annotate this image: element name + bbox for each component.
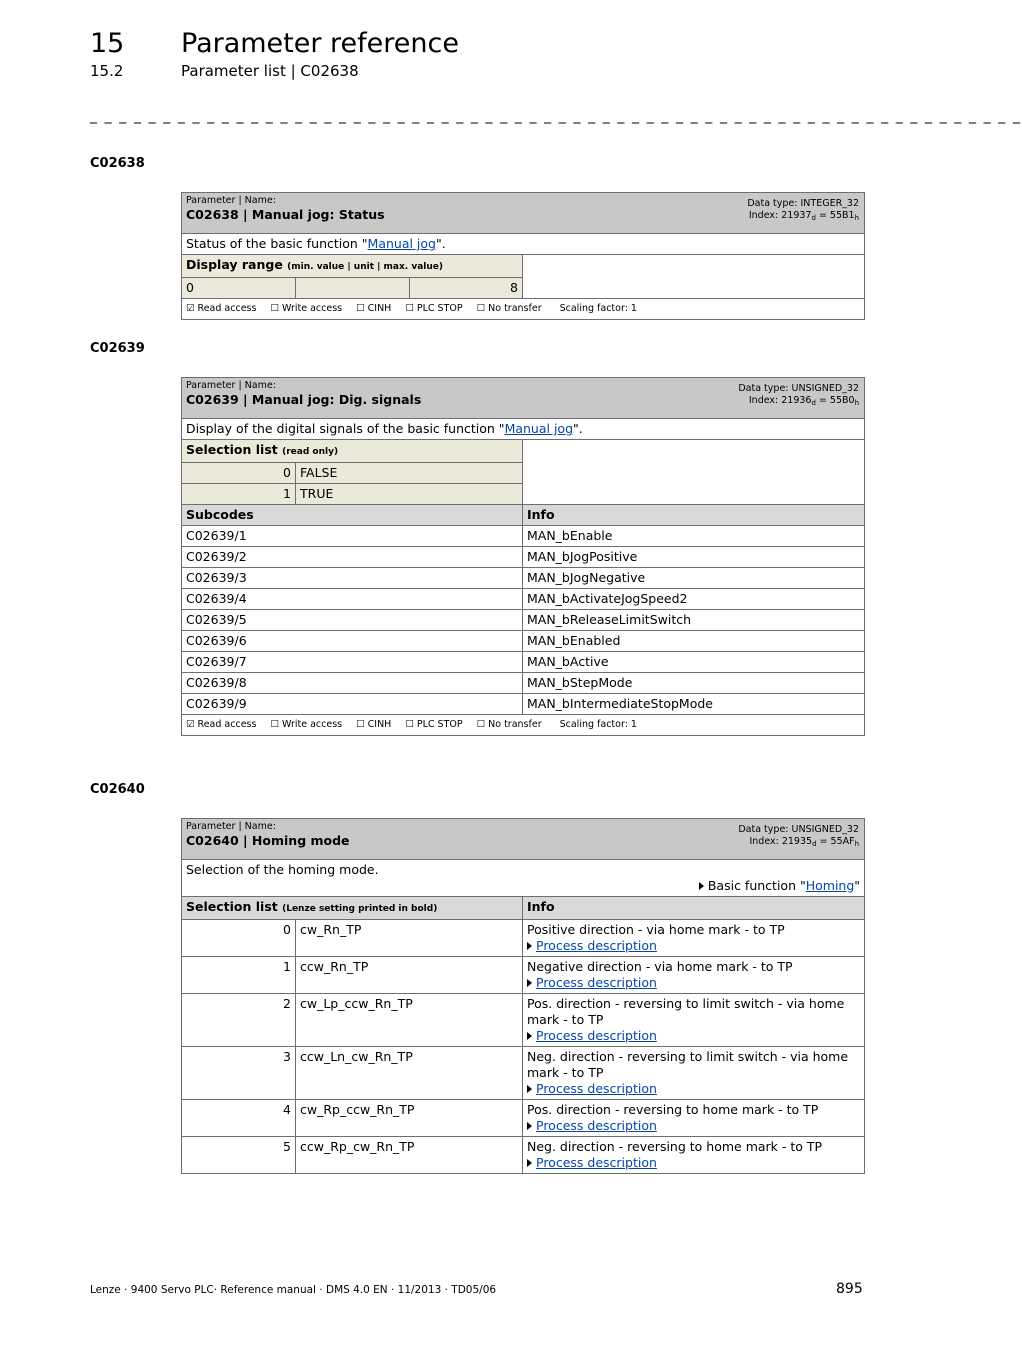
selection-list-header: Selection list (Lenze setting printed in bold) <box>182 897 523 920</box>
selection-value: 0 <box>182 463 296 484</box>
subcode: C02639/2 <box>182 547 523 568</box>
table-row <box>182 1100 865 1137</box>
selection-label: FALSE <box>296 463 523 484</box>
param-header <box>182 819 865 860</box>
table-row <box>182 568 865 589</box>
subcode: C02639/7 <box>182 652 523 673</box>
subcode-info: MAN_bJogNegative <box>523 568 865 589</box>
subcode: C02639/4 <box>182 589 523 610</box>
param-header <box>182 193 865 234</box>
process-description-link[interactable]: Process description <box>536 1028 657 1043</box>
arrow-right-icon <box>699 882 704 890</box>
selection-value: 1 <box>182 957 296 994</box>
selection-value: 5 <box>182 1137 296 1174</box>
subcode-info: MAN_bActivateJogSpeed2 <box>523 589 865 610</box>
selection-info: Pos. direction - reversing to home mark - to TP Process description <box>523 1100 865 1137</box>
subcode-info: MAN_bReleaseLimitSwitch <box>523 610 865 631</box>
selection-value: 3 <box>182 1047 296 1100</box>
param-table-c02640 <box>181 818 865 1174</box>
process-description-link[interactable]: Process description <box>536 938 657 953</box>
section-number: 15.2 <box>90 62 124 80</box>
param-table-c02638 <box>181 192 865 320</box>
process-description-link[interactable]: Process description <box>536 1155 657 1170</box>
subcode-info: MAN_bJogPositive <box>523 547 865 568</box>
param-heading-c02640: C02640 <box>90 782 145 797</box>
param-description: Selection of the homing mode. Basic function "Homing" <box>182 860 865 897</box>
selection-list-header: Selection list (read only) <box>182 440 523 463</box>
homing-link[interactable]: Homing <box>805 878 855 893</box>
selection-info: Neg. direction - reversing to home mark - to TP Process description <box>523 1137 865 1174</box>
selection-label: TRUE <box>296 484 523 505</box>
arrow-right-icon <box>527 1122 532 1130</box>
selection-value: 2 <box>182 994 296 1047</box>
param-index: Index: $21936_d = 55B0_h$ <box>748 395 860 407</box>
param-heading-c02639: C02639 <box>90 341 145 356</box>
info-header: Info <box>523 897 865 920</box>
selection-info: Negative direction - via home mark - to TP Process description <box>523 957 865 994</box>
subcode: C02639/5 <box>182 610 523 631</box>
info-header: Info <box>523 505 865 526</box>
selection-info: Positive direction - via home mark - to TP Process description <box>523 920 865 957</box>
selection-label: ccw_Ln_cw_Rn_TP <box>296 1047 523 1100</box>
table-row <box>182 673 865 694</box>
subcode-info: MAN_bStepMode <box>523 673 865 694</box>
page-number: 895 <box>836 1281 863 1297</box>
param-header <box>182 378 865 419</box>
arrow-right-icon <box>527 1032 532 1040</box>
param-index: Index: $21937_d = 55B1_h$ <box>748 210 860 222</box>
table-row <box>182 1047 865 1100</box>
subcode-info: MAN_bActive <box>523 652 865 673</box>
table-row <box>182 631 865 652</box>
data-type: Data type: UNSIGNED_32 <box>738 383 860 394</box>
range-min: 0 <box>182 278 296 299</box>
arrow-right-icon <box>527 979 532 987</box>
empty-cell <box>523 440 865 505</box>
selection-value: 1 <box>182 484 296 505</box>
range-unit <box>296 278 410 299</box>
arrow-right-icon <box>527 1085 532 1093</box>
param-name: C02639 | Manual jog: Dig. signals <box>186 392 422 407</box>
subcode: C02639/6 <box>182 631 523 652</box>
param-description: Display of the digital signals of the basic function "Manual jog". <box>182 419 865 440</box>
range-max: 8 <box>410 278 523 299</box>
table-row <box>182 994 865 1047</box>
table-row <box>182 920 865 957</box>
subcode: C02639/3 <box>182 568 523 589</box>
subcode-info: MAN_bIntermediateStopMode <box>523 694 865 715</box>
empty-cell <box>523 255 865 299</box>
table-row <box>182 957 865 994</box>
subcode-info: MAN_bEnable <box>523 526 865 547</box>
arrow-right-icon <box>527 1159 532 1167</box>
data-type: Data type: INTEGER_32 <box>747 198 860 209</box>
access-flags: ☑ Read access ☐ Write access ☐ CINH ☐ PLC STOP ☐ No transfer Scaling factor: 1 <box>182 299 865 320</box>
param-description: Status of the basic function "Manual jog". <box>182 234 865 255</box>
process-description-link[interactable]: Process description <box>536 1118 657 1133</box>
table-row <box>182 1137 865 1174</box>
selection-label: ccw_Rn_TP <box>296 957 523 994</box>
subcode: C02639/1 <box>182 526 523 547</box>
table-row <box>182 652 865 673</box>
access-flags: ☑ Read access ☐ Write access ☐ CINH ☐ PLC STOP ☐ No transfer Scaling factor: 1 <box>182 715 865 736</box>
param-index: Index: $21935_d = 55AF_h$ <box>749 836 860 848</box>
page-footer: Lenze · 9400 Servo PLC· Reference manual · DMS 4.0 EN · 11/2013 · TD05/06 <box>90 1284 497 1296</box>
process-description-link[interactable]: Process description <box>536 975 657 990</box>
chapter-title: Parameter reference <box>181 28 459 59</box>
subcodes-header: Subcodes <box>182 505 523 526</box>
selection-label: cw_Lp_ccw_Rn_TP <box>296 994 523 1047</box>
subcode-info: MAN_bEnabled <box>523 631 865 652</box>
selection-value: 4 <box>182 1100 296 1137</box>
process-description-link[interactable]: Process description <box>536 1081 657 1096</box>
param-name-label: Parameter | Name: <box>186 195 276 206</box>
arrow-right-icon <box>527 942 532 950</box>
table-row <box>182 589 865 610</box>
selection-label: cw_Rp_ccw_Rn_TP <box>296 1100 523 1137</box>
section-title: Parameter list | C02638 <box>181 62 359 80</box>
selection-label: ccw_Rp_cw_Rn_TP <box>296 1137 523 1174</box>
param-name: C02638 | Manual jog: Status <box>186 207 385 222</box>
table-row <box>182 526 865 547</box>
selection-info: Neg. direction - reversing to limit switch - via home mark - to TP Process description <box>523 1047 865 1100</box>
param-name-label: Parameter | Name: <box>186 821 276 832</box>
manual-jog-link[interactable]: Manual jog <box>504 421 574 436</box>
table-row <box>182 610 865 631</box>
selection-value: 0 <box>182 920 296 957</box>
param-table-c02639 <box>181 377 865 736</box>
subcode: C02639/8 <box>182 673 523 694</box>
manual-jog-link[interactable]: Manual jog <box>367 236 436 251</box>
param-heading-c02638: C02638 <box>90 156 145 171</box>
selection-label: cw_Rn_TP <box>296 920 523 957</box>
data-type: Data type: UNSIGNED_32 <box>738 824 860 835</box>
chapter-number: 15 <box>90 28 125 59</box>
table-row <box>182 694 865 715</box>
header-separator: _ _ _ _ _ _ _ _ _ _ _ _ _ _ _ _ _ _ _ _ _ _ _ _ _ _ _ _ _ _ _ _ _ _ _ _ _ _ _ _ _ _ _ _ _ _ _ _ _ _ _ _ _ _ _ _ _ _ _ _ _ _ _ _ <box>90 108 1022 124</box>
table-row <box>182 547 865 568</box>
subcode: C02639/9 <box>182 694 523 715</box>
param-name-label: Parameter | Name: <box>186 380 276 391</box>
param-name: C02640 | Homing mode <box>186 833 350 848</box>
display-range-header: Display range (min. value | unit | max. value) <box>182 255 523 278</box>
selection-info: Pos. direction - reversing to limit switch - via home mark - to TP Process description <box>523 994 865 1047</box>
